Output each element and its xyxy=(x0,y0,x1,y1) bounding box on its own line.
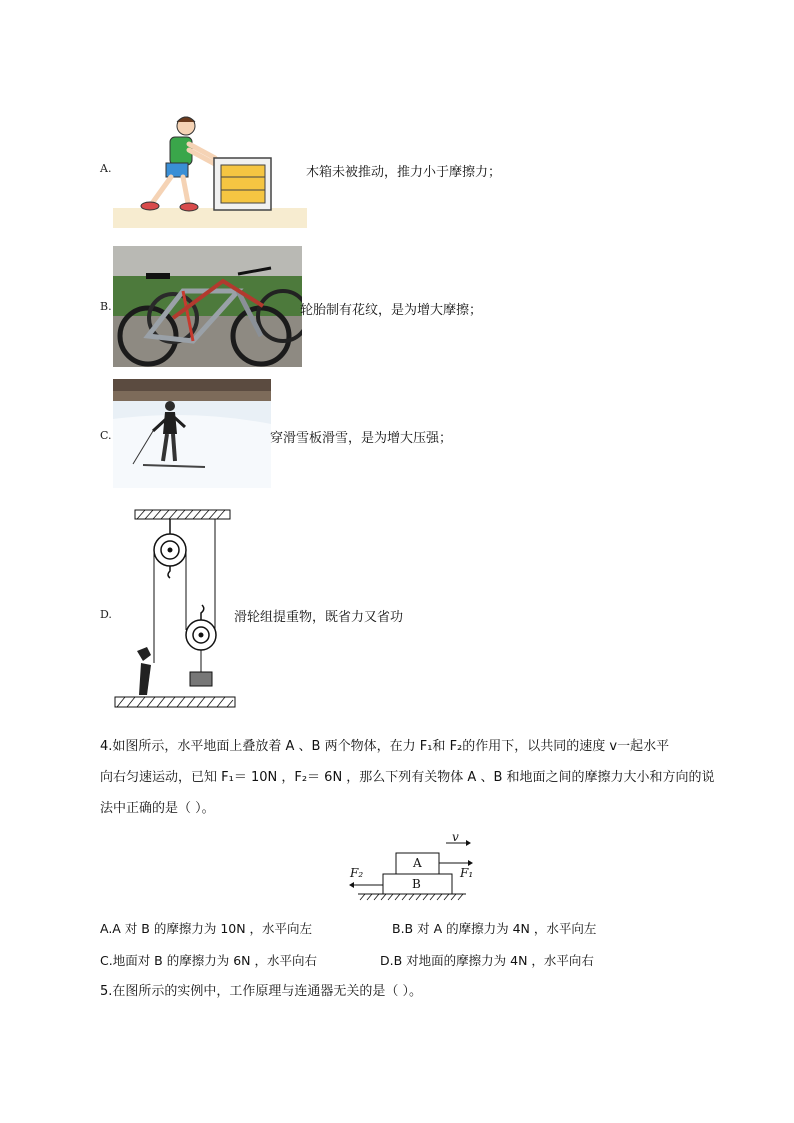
choice-4c[interactable]: C.地面对 B 的摩擦力为 6N ，水平向右 xyxy=(100,953,317,968)
question-4-line-2: 向右匀速运动，已知 F₁＝ 10N ，F₂＝ 6N ，那么下列有关物体 A 、B 和地面之间的摩擦力大小和方向的说 xyxy=(100,770,715,785)
option-a-letter: A. xyxy=(100,162,112,175)
option-a-text: 木箱未被推动，推力小于摩擦力； xyxy=(306,165,502,180)
skier-photo xyxy=(113,379,271,488)
option-b-letter: B. xyxy=(100,300,112,313)
question-4-line-3: 法中正确的是（ ）。 xyxy=(100,801,215,816)
question-4-line-1: 4.如图所示，水平地面上叠放着 A 、B 两个物体，在力 F₁和 F₂的作用下，以共同的速度 v一起水平 xyxy=(100,739,670,754)
force-f1-label: F₁ xyxy=(460,866,474,880)
stacked-blocks-figure xyxy=(340,830,480,902)
force-f2-label: F₂ xyxy=(350,866,364,880)
option-d-letter: D. xyxy=(100,608,112,621)
block-b-label: B xyxy=(412,877,421,891)
choice-4a[interactable]: A.A 对 B 的摩擦力为 10N ，水平向左 xyxy=(100,921,313,936)
choice-4d[interactable]: D.B 对地面的摩擦力为 4N ，水平向右 xyxy=(380,953,594,968)
pulley-system-diagram xyxy=(113,505,237,712)
question-5-text: 5.在图所示的实例中，工作原理与连通器无关的是（ ）。 xyxy=(100,984,423,999)
boy-pushing-box-image xyxy=(113,110,307,228)
velocity-label: v xyxy=(452,830,459,844)
bicycles-photo xyxy=(113,246,302,367)
option-c-text: 穿滑雪板滑雪，是为增大压强； xyxy=(270,431,453,446)
option-b-text: 轮胎制有花纹，是为增大摩擦； xyxy=(300,303,483,318)
block-a-label: A xyxy=(413,856,422,870)
option-c-letter: C. xyxy=(100,429,112,442)
question-4-text xyxy=(100,731,740,824)
option-d-text: 滑轮组提重物，既省力又省功 xyxy=(234,610,404,625)
choice-4b[interactable]: B.B 对 A 的摩擦力为 4N ，水平向左 xyxy=(392,921,597,936)
